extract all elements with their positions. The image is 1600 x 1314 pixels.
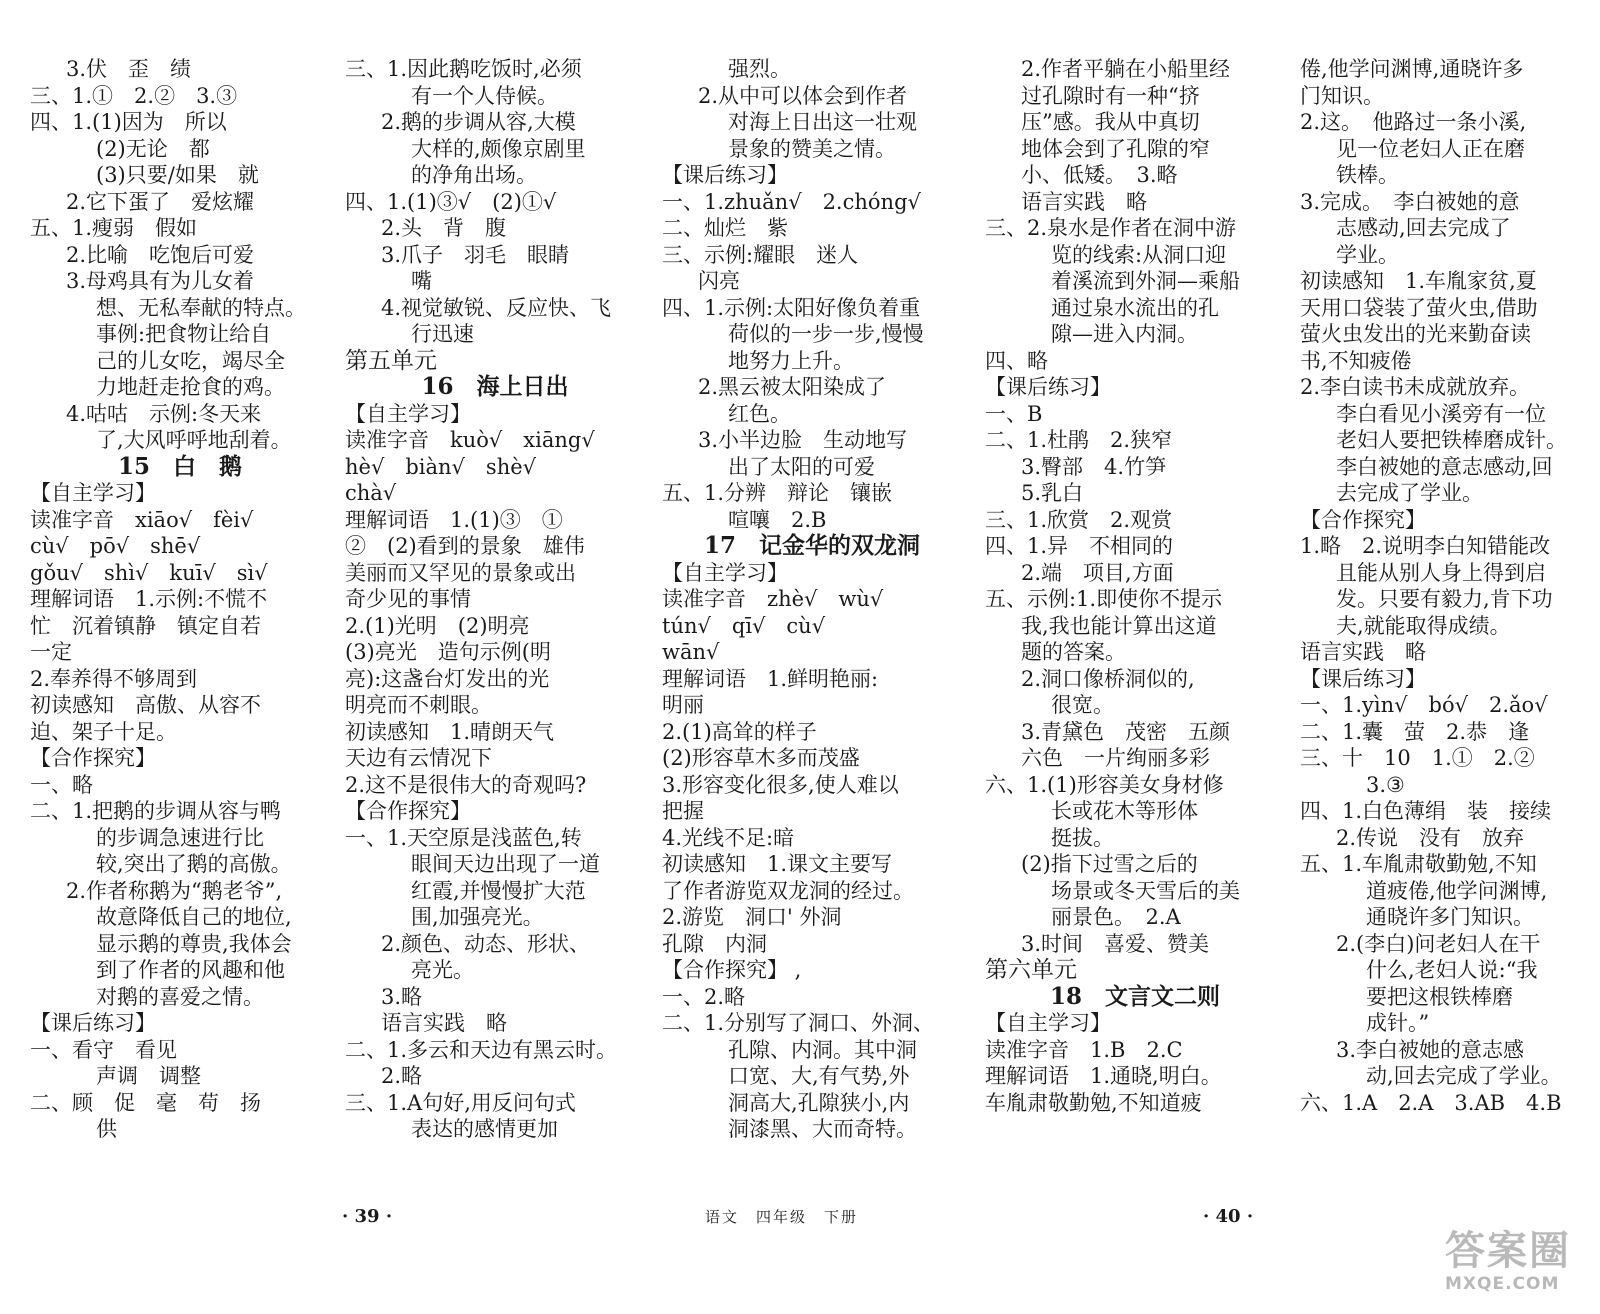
column-5 [1300,56,1600,1116]
answer-line: 忙 沉着镇静 镇定自若 [30,613,261,638]
answer-line: 二、灿烂 紫 [662,216,788,240]
answer-line: 2.作者称鹅为“鹅老爷”, [66,878,283,903]
answer-line: 孔隙、内洞。其中洞 [728,1037,917,1062]
answer-line: 闪亮 [698,269,740,293]
unit-heading: 第五单元 [345,347,437,374]
answer-line: 想、无私奉献的特点。 [96,295,306,320]
answer-line: 红霞,并慢慢扩大范 [411,878,586,903]
answer-line: 成针。” [1366,1011,1430,1035]
answer-line: (3)只要/如果 就 [96,163,259,187]
answer-line: 亮光。 [411,958,474,982]
answer-line: 一、1.yìn√ bó√ 2.ǎo√ [1300,693,1548,717]
answer-line: 初读感知 高傲、从容不 [30,693,261,717]
answer-line: 2.从中可以体会到作者 [698,83,908,108]
answer-line: 【自主学习】 [985,1011,1111,1035]
answer-line: 1.略 2.说明李白知错能改 [1300,534,1551,558]
answer-line: 且能从别人身上得到启 [1336,560,1546,585]
answer-line: 3.母鸡具有为儿女着 [66,269,255,293]
answer-line: 3.形容变化很多,使人难以 [662,772,899,797]
answer-line: 眼间天边出现了一道 [411,852,600,876]
answer-line: (2)无论 都 [96,136,210,161]
answer-line: 把握 [662,799,704,823]
answer-line: 萤火虫发出的光来勤奋读 [1300,322,1531,346]
answer-line: 嘴 [411,269,432,293]
answer-line: 2.洞口像桥洞似的, [1021,666,1195,691]
answer-line: 很宽。 [1051,693,1114,717]
answer-line: 对海上日出这一壮观 [728,110,917,134]
answer-line: 老妇人要把铁棒磨成针。 [1336,428,1567,452]
answer-line: 行迅速 [411,322,474,346]
answer-line: 【合作探究】 [30,746,156,770]
answer-line: 四、1.(1)③√ (2)①√ [345,189,557,214]
answer-line: 天边有云情况下 [345,746,492,770]
answer-line: 美丽而又罕见的景象或出 [345,560,576,585]
answer-line: 2.略 [381,1064,423,1088]
answer-line: chà√ [345,481,397,505]
column-2 [345,56,645,1143]
answer-line: 一定 [30,640,72,664]
answer-line: 【合作探究】 [345,799,471,823]
answer-line: 压”感。我从中真切 [1021,110,1200,134]
answer-line: 景象的赞美之情。 [728,136,896,161]
answer-line: 3.爪子 羽毛 眼睛 [381,242,570,267]
answer-line: 大样的,颇像京剧里 [411,136,586,161]
answer-line: 2.(1)光明 (2)明亮 [345,613,530,638]
answer-line: 小、低矮。 3.略 [1021,163,1178,187]
answer-line: 四、1.异 不相同的 [985,534,1174,558]
answer-line: 去完成了学业。 [1336,481,1483,505]
answer-line: 二、1.多云和天边有黑云时。 [345,1037,618,1062]
answer-line: 三、十 10 1.① 2.② [1300,746,1535,770]
answer-line: 强烈。 [728,57,791,81]
answer-line: 表达的感情更加 [411,1117,558,1141]
answer-line: 力地赶走抢食的鸡。 [96,375,285,399]
answer-line: hè√ biàn√ shè√ [345,454,537,479]
answer-line: 声调 调整 [96,1064,201,1088]
answer-line: 语言实践 略 [1021,189,1147,214]
answer-line: 孔隙 内洞 [662,931,767,956]
answer-line: 三、示例:耀眼 迷人 [662,242,859,267]
answer-line: 二、1.把鹅的步调从容与鸭 [30,799,282,823]
answer-line: 了,大风呼呼地刮着。 [96,428,292,452]
answer-line: 口宽、大,有气势,外 [728,1064,910,1088]
answer-line: 到了作者的风趣和他 [96,958,285,982]
answer-line: 着溪流到外洞—乘船 [1051,269,1240,293]
answer-line: 读准字音 kuò√ xiāng√ [345,428,595,452]
answer-line: 一、B [985,401,1043,426]
answer-line: 4.咕咕 示例:冬天来 [66,401,262,426]
answer-line: 我,我也能计算出这道 [1021,613,1217,638]
answer-line: 五、1.瘦弱 假如 [30,216,198,240]
answer-line: 【自主学习】 [30,481,156,505]
answer-line: 要把这根铁棒磨 [1366,984,1513,1009]
lesson-title: 15 白 鹅 [117,453,242,480]
answer-line: 有一个人侍候。 [411,83,558,108]
answer-line: 3.李白被她的意志感 [1336,1037,1525,1062]
watermark-url: MXQE.COM [1445,1274,1560,1294]
answer-line: cù√ pō√ shē√ [30,534,201,558]
column-3 [662,56,962,1143]
answer-line: 六、1.(1)形容美女身材修 [985,772,1224,797]
answer-line: 了作者游览双龙洞的经过。 [662,878,914,903]
answer-line: 倦,他学问渊博,通晓许多 [1300,57,1524,81]
answer-line: 五、1.车胤肃敬勤勉,不知 [1300,852,1537,876]
lesson-title: 17 记金华的双龙洞 [703,533,920,559]
answer-line: 题的答案。 [1021,640,1126,664]
answer-line: 道疲倦,他学问渊博, [1366,878,1548,903]
answer-line: 二、1.囊 萤 2.恭 逢 [1300,719,1530,744]
answer-line: 一、1.天空原是浅蓝色,转 [345,825,582,850]
answer-line: 洞漆黑、大而奇特。 [728,1117,917,1141]
answer-line: 2.黑云被太阳染成了 [698,375,887,399]
answer-line: 2.端 项目,方面 [1021,560,1174,585]
answer-line: 3.时间 喜爱、赞美 [1021,931,1210,956]
answer-line: 2.这不是很伟大的奇观吗? [345,772,587,797]
answer-line: 喧嚷 2.B [728,507,827,532]
answer-line: 3.青黛色 茂密 五颜 [1021,719,1231,744]
answer-line: 迫、架子十足。 [30,719,177,744]
answer-line: 出了太阳的可爱 [728,454,875,479]
column-1 [30,56,330,1143]
answer-line: 四、略 [985,348,1048,373]
page-number-left: · 39 · [342,1206,393,1227]
answer-line: 【课后练习】 [1300,666,1426,691]
column-4 [985,56,1285,1116]
answer-line: 长或花木等形体 [1051,799,1198,823]
answer-line: ② (2)看到的景象 雄伟 [345,534,585,558]
answer-line: 2.作者平躺在小船里经 [1021,57,1231,81]
answer-line: 初读感知 1.课文主要写 [662,852,893,876]
answer-line: 一、看守 看见 [30,1037,177,1062]
answer-line: 四、1.示例:太阳好像负着重 [662,295,921,320]
answer-line: 动,回去完成了学业。 [1366,1064,1562,1088]
answer-line: 二、1.分别写了洞口、外洞、 [662,1011,935,1035]
watermark-logo [1445,1228,1595,1310]
answer-line: 二、1.杜鹃 2.狭窄 [985,428,1173,452]
answer-line: 理解词语 1.鲜明艳丽: [662,666,879,691]
answer-line: 语言实践 略 [1300,640,1426,664]
answer-line: 四、1.(1)因为 所以 [30,110,227,134]
answer-line: 理解词语 1.(1)③ ① [345,507,563,532]
answer-line: 【自主学习】 [345,401,471,426]
answer-line: 【课后练习】 [985,375,1111,399]
answer-line: 一、2.略 [662,984,746,1009]
answer-line: 3.完成。 李白被她的意 [1300,189,1520,214]
answer-line: 亮):这盏台灯发出的光 [345,666,550,691]
watermark-mark: 答案圈 [1445,1228,1571,1274]
answer-line: 【课后练习】 [30,1011,156,1035]
answer-line: 事例:把食物让给自 [96,322,272,346]
answer-line: 什么,老妇人说:“我 [1366,958,1538,982]
answer-line: tún√ qī√ cù√ [662,613,826,638]
answer-line: 故意降低自己的地位, [96,905,292,929]
answer-line: gǒu√ shì√ kuī√ sì√ [30,560,268,585]
subject-footer: 语文 四年级 下册 [705,1208,859,1226]
answer-line: 五、示例:1.即使你不提示 [985,587,1223,611]
answer-line: 明丽 [662,693,704,717]
answer-line: 览的线索:从洞口迎 [1051,242,1227,267]
answer-line: 3.伏 歪 绩 [66,57,192,81]
answer-line: 2.传说 没有 放弃 [1336,825,1525,850]
answer-line: 明亮而不刺眼。 [345,693,492,717]
answer-line: 2.比喻 吃饱后可爱 [66,242,255,267]
answer-line: 读准字音 xiāo√ fèi√ [30,507,254,532]
answer-line: 语言实践 略 [381,1011,507,1035]
answer-line: 洞高大,孔隙狭小,内 [728,1090,910,1115]
answer-line: 5.乳白 [1021,481,1084,505]
answer-line: 一、1.zhuǎn√ 2.chóng√ [662,189,921,214]
answer-line: 显示鹅的尊贵,我体会 [96,931,292,956]
answer-line: 夫,就能取得成绩。 [1336,613,1511,638]
answer-line: 三、1.A句好,用反问句式 [345,1090,576,1115]
answer-line: 天用口袋装了萤火虫,借助 [1300,295,1538,320]
answer-line: 2.头 背 腹 [381,216,507,240]
answer-line: 2.鹅的步调从容,大模 [381,110,576,134]
answer-line: 2.它下蛋了 爱炫耀 [66,189,255,214]
answer-line: 地努力上升。 [728,348,854,373]
answer-line: 奇少见的事情 [345,587,471,611]
answer-line: 荷似的一步一步,慢慢 [728,322,924,346]
answer-line: 三、2.泉水是作者在洞中游 [985,216,1237,240]
answer-line: 五、1.分辨 辩论 镶嵌 [662,481,893,505]
answer-line: 三、1.① 2.② 3.③ [30,83,238,108]
answer-line: 门知识。 [1300,83,1384,108]
answer-line: 通晓许多门知识。 [1366,905,1534,929]
answer-line: 2.这。 他路过一条小溪, [1300,110,1527,134]
lesson-title: 16 海上日出 [421,374,569,400]
answer-line: wān√ [662,640,720,664]
answer-line: 3.略 [381,984,423,1009]
answer-line: 铁棒。 [1336,163,1399,187]
answer-line: 书,不知疲倦 [1300,348,1412,373]
answer-line: (3)亮光 造句示例(明 [345,640,551,664]
answer-line: 红色。 [728,401,791,426]
answer-line: 志感动,回去完成了 [1336,216,1511,240]
answer-line: 二、顾 促 毫 苟 扬 [30,1090,261,1115]
answer-line: 2.奉养得不够周到 [30,666,198,691]
answer-line: 车胤肃敬勤勉,不知道疲 [985,1090,1202,1115]
answer-line: 一、略 [30,772,93,797]
answer-line: 理解词语 1.示例:不慌不 [30,587,268,611]
answer-line: 2.颜色、动态、形状、 [381,931,591,956]
answer-line: 2.(1)高耸的样子 [662,719,817,744]
answer-line: 三、1.因此鹅吃饭时,必须 [345,57,582,81]
answer-line: 发。只要有毅力,肯下功 [1336,587,1553,611]
answer-line: 六、1.A 2.A 3.AB 4.B [1300,1090,1562,1115]
answer-line: 过孔隙时有一种“挤 [1021,83,1200,108]
answer-line: 挺拔。 [1051,825,1114,850]
answer-line: 场景或冬天雪后的美 [1051,878,1240,903]
answer-line: 【合作探究】 [1300,507,1426,532]
answer-line: (2)指下过雪之后的 [1021,852,1198,876]
answer-line: 初读感知 1.车胤家贫,夏 [1300,269,1537,293]
page-number-right: · 40 · [1203,1206,1254,1227]
answer-line: 六色 一片绚丽多彩 [1021,746,1210,770]
answer-line: 读准字音 zhè√ wù√ [662,587,884,611]
answer-line: 2.游览 洞口' 外洞 [662,905,842,929]
answer-line: 的净角出场。 [411,163,537,187]
answer-line: 2.(李白)问老妇人在干 [1336,931,1541,956]
answer-line: 隙—进入内洞。 [1051,322,1198,346]
answer-line: 见一位老妇人正在磨 [1336,136,1525,161]
answer-line: 三、1.欣赏 2.观赏 [985,507,1173,532]
answer-line: 【自主学习】 [662,560,788,585]
answer-line: (2)形容草木多而茂盛 [662,746,860,770]
answer-line: 供 [96,1117,117,1141]
answer-line: 3.③ [1366,772,1405,797]
answer-line: 四、1.白色薄绢 装 接续 [1300,799,1552,823]
answer-line: 4.光线不足:暗 [662,825,795,850]
answer-line: 学业。 [1336,242,1399,267]
lesson-title: 18 文言文二则 [1049,983,1220,1010]
answer-line: 4.视觉敏锐、反应快、飞 [381,295,612,320]
answer-line: 丽景色。 2.A [1051,905,1181,929]
answer-line: 2.李白读书未成就放弃。 [1300,375,1531,399]
answer-line: 己的儿女吃，竭尽全 [96,348,285,373]
answer-line: 对鹅的喜爱之情。 [96,984,264,1009]
answer-line: 围,加强亮光。 [411,905,544,929]
answer-line: 3.臀部 4.竹笋 [1021,454,1167,479]
answer-line: 3.小半边脸 生动地写 [698,428,908,452]
unit-heading: 第六单元 [985,957,1077,983]
answer-line: 理解词语 1.通晓,明白。 [985,1064,1222,1088]
answer-line: 初读感知 1.晴朗天气 [345,719,555,744]
answer-line: 地体会到了孔隙的窄 [1021,136,1210,161]
answer-line: 【课后练习】 [662,163,788,187]
answer-line: 较,突出了鹅的高傲。 [96,852,292,876]
answer-line: 【合作探究】 , [662,958,802,982]
answer-line: 通过泉水流出的孔 [1051,295,1219,320]
answer-line: 读准字音 1.B 2.C [985,1037,1183,1062]
answer-line: 的步调急速进行比 [96,825,264,850]
answer-line: 李白看见小溪旁有一位 [1336,401,1546,426]
answer-line: 李白被她的意志感动,回 [1336,454,1553,479]
